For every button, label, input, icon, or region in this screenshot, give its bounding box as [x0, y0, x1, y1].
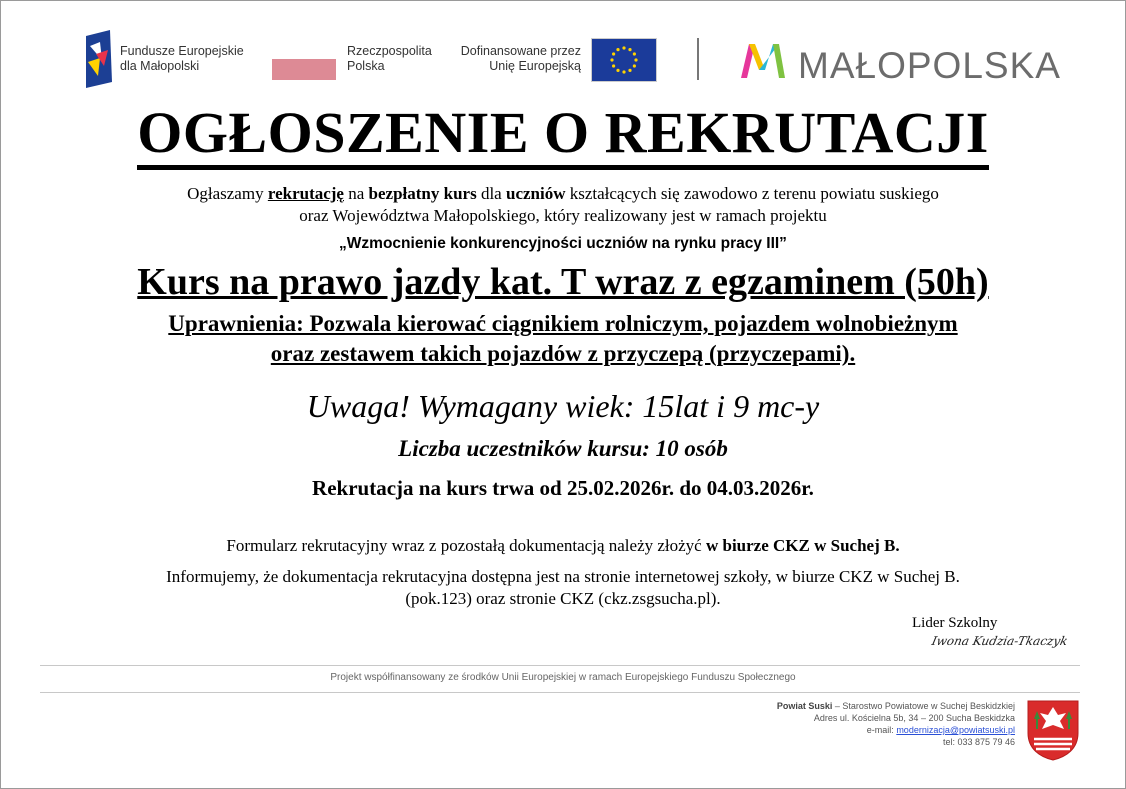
info-line2: (pok.123) oraz stronie CKZ (ckz.zsgsucha.pl). — [405, 589, 721, 608]
permissions-line1: Uprawnienia: Pozwala kierować ciągnikiem rolniczym, pojazdem wolnobieżnym — [168, 311, 958, 336]
footer-divider-bottom — [40, 692, 1080, 693]
intro-uczniow: uczniów — [505, 184, 566, 203]
logo-divider — [697, 38, 699, 80]
malopolska-logo-icon — [739, 38, 787, 82]
contact-email-label: e-mail: — [866, 725, 897, 735]
contact-address: Adres ul. Kościelna 5b, 34 – 200 Sucha Beskidzka — [813, 713, 1015, 723]
cofinanced-note: Projekt współfinansowany ze środków Unii Europejskiej w ramach Europejskiego Funduszu Społecznego — [330, 672, 796, 683]
recruitment-dates: Rekrutacja na kurs trwa od 25.02.2026r. do 04.03.2026r. — [312, 476, 814, 500]
polish-flag-white — [272, 40, 336, 59]
email-link[interactable]: modernizacja@powiatsuski.pl — [896, 725, 1015, 735]
contact-block — [690, 700, 1015, 748]
page-title-text: OGŁOSZENIE O REKRUTACJI — [137, 100, 989, 170]
info-line1: Informujemy, że dokumentacja rekrutacyjna dostępna jest na stronie internetowej szkoły, w biurze CKZ w Suchej B. — [166, 567, 960, 586]
rp-line2: Polska — [347, 59, 385, 73]
fundusze-europejskie-label — [120, 44, 244, 74]
contact-org — [690, 700, 1015, 712]
rzeczpospolita-label — [347, 44, 432, 74]
permissions-line2: oraz zestawem takich pojazdów z przyczepą (przyczepami). — [270, 341, 856, 366]
polish-flag-icon — [272, 59, 336, 80]
contact-org-name: Powiat Suski — [776, 701, 833, 711]
intro-text-1: Ogłaszamy — [187, 184, 268, 203]
fe-logo-line1: Fundusze Europejskie — [120, 44, 244, 58]
form-instructions — [0, 534, 1126, 558]
page-title — [0, 100, 1126, 166]
eu-line2: Unię Europejską — [489, 59, 581, 73]
eu-cofinanced-label — [455, 44, 581, 74]
fe-logo-line2: dla Małopolski — [120, 59, 200, 73]
footer-divider-top — [40, 665, 1080, 666]
intro-paragraph — [0, 183, 1126, 227]
info-paragraph — [0, 566, 1126, 610]
contact-email-row — [690, 724, 1015, 736]
intro-text-4: kształcących się zawodowo z terenu powiatu suskiego — [565, 184, 939, 203]
form-place: w biurze CKZ w Suchej B. — [705, 536, 900, 555]
eu-flag-icon — [591, 38, 657, 82]
eu-line1: Dofinansowane przez — [460, 44, 581, 58]
contact-org-rest: – Starostwo Powiatowe w Suchej Beskidzkiej — [832, 701, 1015, 711]
intro-line2: oraz Województwa Małopolskiego, który realizowany jest w ramach projektu — [299, 206, 827, 225]
intro-line1 — [0, 183, 1126, 205]
intro-rekrutacje: rekrutację — [267, 184, 344, 203]
project-name: „Wzmocnienie konkurencyjności uczniów na rynku pracy III” — [339, 235, 787, 252]
fundusze-europejskie-logo-icon — [82, 30, 118, 90]
course-title: Kurs na prawo jazdy kat. T wraz z egzaminem (50h) — [137, 261, 989, 303]
rp-line1: Rzeczpospolita — [347, 44, 432, 58]
contact-phone: tel: 033 875 79 46 — [942, 737, 1015, 747]
powiat-suski-coat-of-arms-icon — [1026, 699, 1080, 761]
age-warning: Uwaga! Wymagany wiek: 15lat i 9 mc-y — [306, 388, 820, 424]
intro-text-3: dla — [476, 184, 506, 203]
leader-role: Lider Szkolny — [912, 615, 998, 631]
form-text: Formularz rekrutacyjny wraz z pozostałą dokumentacją należy złożyć — [226, 536, 706, 555]
intro-text-2: na — [343, 184, 369, 203]
intro-bezplatny: bezpłatny kurs — [368, 184, 477, 203]
permissions — [0, 309, 1126, 369]
leader-signature: Iwona Kudzia-Tkaczyk — [930, 634, 1070, 648]
participants-count: Liczba uczestników kursu: 10 osób — [398, 436, 728, 461]
malopolska-wordmark: MAŁOPOLSKA — [798, 45, 1061, 86]
